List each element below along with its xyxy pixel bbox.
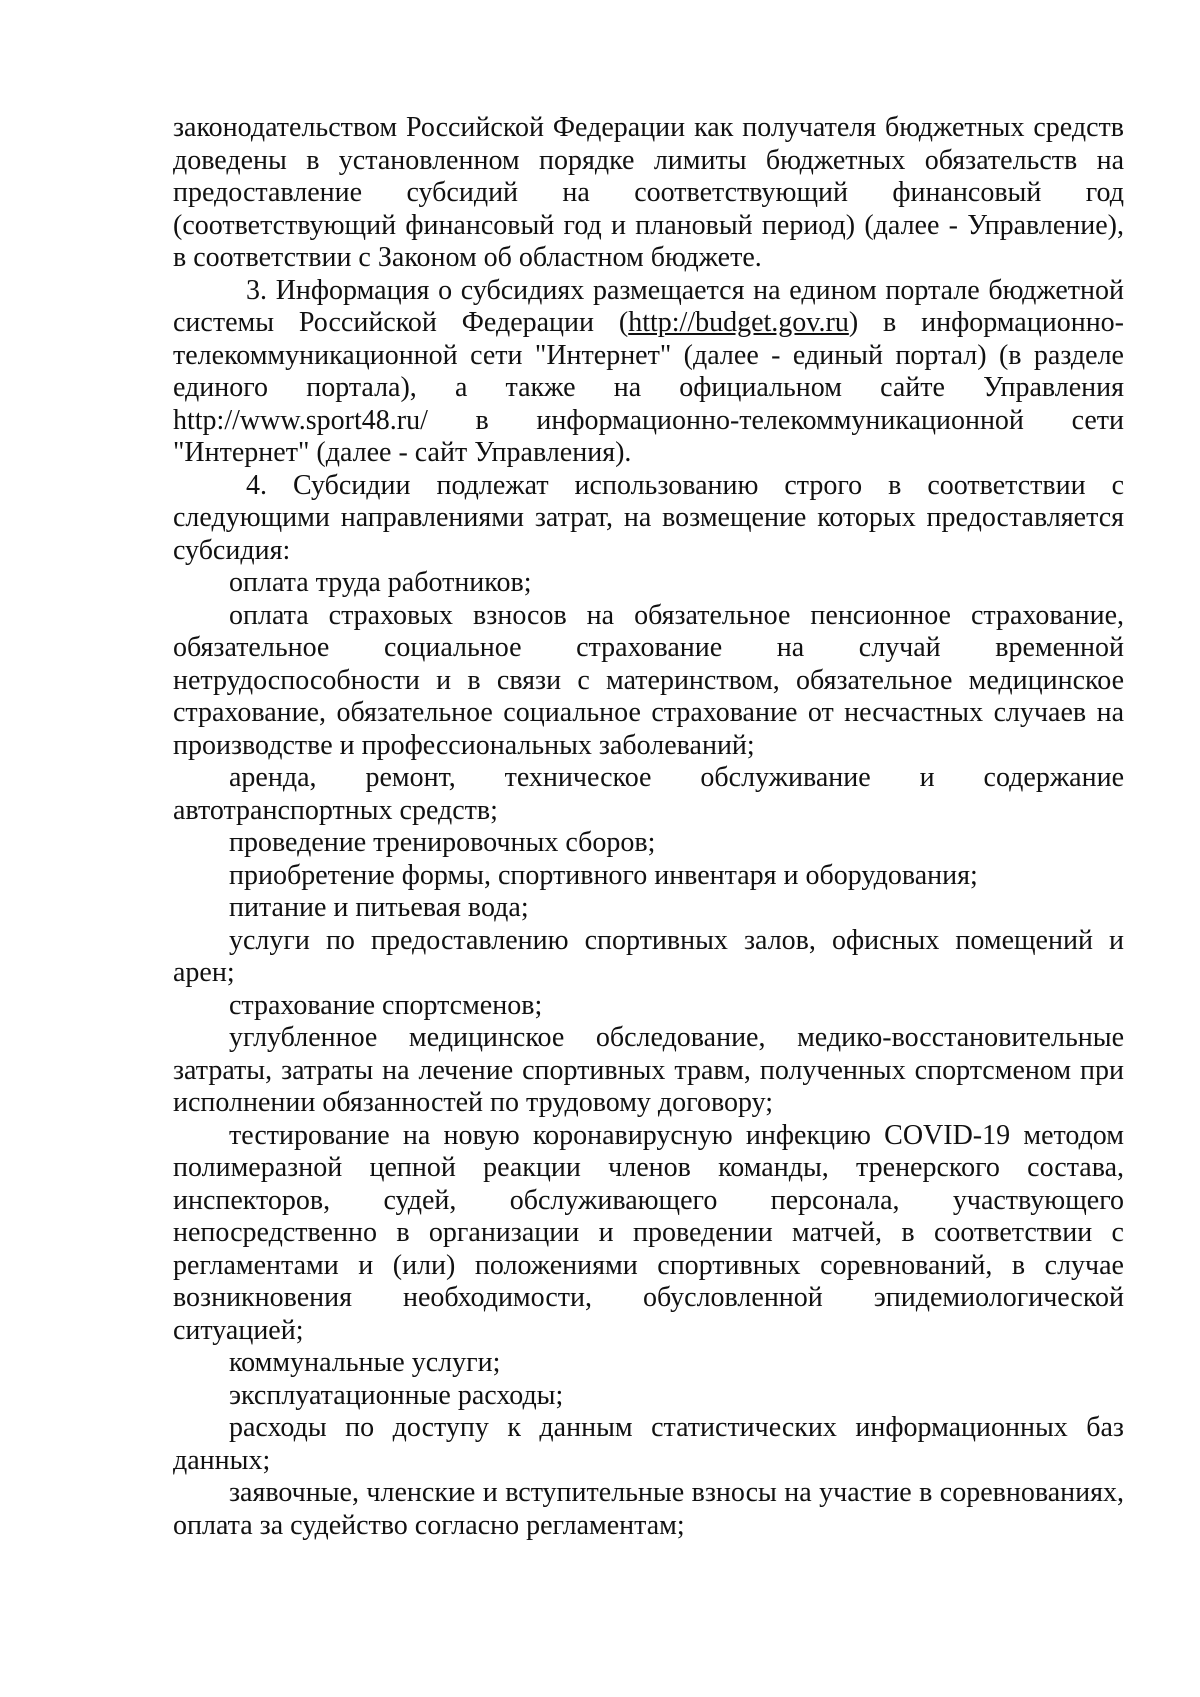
- list-item-operating-costs: эксплуатационные расходы;: [229, 1379, 564, 1411]
- list-item-facility-rental: услуги по предоставлению спортивных залов, офисных помещений и арен;: [173, 924, 1124, 988]
- list-item-athlete-insurance: страхование спортсменов;: [229, 989, 543, 1021]
- paragraph-4-subsidy-use: 4. Субсидии подлежат использованию строго в соответствии с следующими направлениями затрат, на возмещение которых предоставляется субсидия:: [173, 469, 1124, 566]
- list-item-medical: углубленное медицинское обследование, медико-восстановительные затраты, затраты на лечение спортивных травм, полученных спортсменом при исполнении обязанностей по трудовому договору;: [173, 1022, 1124, 1118]
- list-item-entry-fees: заявочные, членские и вступительные взносы на участие в соревнованиях, оплата за судейство согласно регламентам;: [173, 1477, 1124, 1541]
- list-item-food-water: питание и питьевая вода;: [229, 892, 529, 923]
- paragraph-3-text-after: ) в информационно-телекоммуникационной сети "Интернет" (далее - единый портал) (в разделе единого портала), а также на официальном сайте Управления http://www.sport48.ru/ в информационно-телекоммуникационной сети "Интернет" (далее - сайт Управления).: [173, 307, 1124, 468]
- list-item-training-camps: проведение тренировочных сборов;: [229, 827, 656, 858]
- list-item-database-access: расходы по доступу к данным статистических информационных баз данных;: [173, 1412, 1124, 1476]
- list-item-vehicles: аренда, ремонт, техническое обслуживание и содержание автотранспортных средств;: [173, 762, 1124, 826]
- paragraph-continuation: законодательством Российской Федерации как получателя бюджетных средств доведены в установленном порядке лимиты бюджетных обязательств на предоставление субсидий на соответствующий финансовый год (соответствующий финансовый год и плановый период) (далее - Управление), в соответствии с Законом об областном бюджете.: [173, 112, 1124, 273]
- paragraph-3-text-before: 3. Информация о субсидиях размещается на едином портале бюджетной системы Российской Федерации (: [173, 274, 1124, 338]
- list-item-equipment: приобретение формы, спортивного инвентаря и оборудования;: [229, 859, 978, 891]
- paragraph-3-portal-info: [173, 275, 1124, 470]
- list-item-insurance-contributions: оплата страховых взносов на обязательное пенсионное страхование, обязательное социальное страхование на случай временной нетрудоспособности и в связи с материнством, обязательное медицинское страхование, обязательное социальное страхование от несчастных случаев на производстве и профессиональных заболеваний;: [173, 599, 1124, 761]
- list-item-utilities: коммунальные услуги;: [229, 1347, 501, 1378]
- budget-portal-link[interactable]: http://budget.gov.ru: [628, 307, 849, 338]
- list-item-wages: оплата труда работников;: [229, 567, 532, 598]
- list-item-covid-testing: тестирование на новую коронавирусную инфекцию COVID-19 методом полимеразной цепной реакции членов команды, тренерского состава, инспекторов, судей, обслуживающего персонала, участвующего непосредственно в организации и проведении матчей, в соответствии с регламентами и (или) положениями спортивных соревнований, в случае возникновения необходимости, обусловленной эпидемиологической ситуацией;: [173, 1119, 1124, 1346]
- document-body: [173, 112, 1124, 1542]
